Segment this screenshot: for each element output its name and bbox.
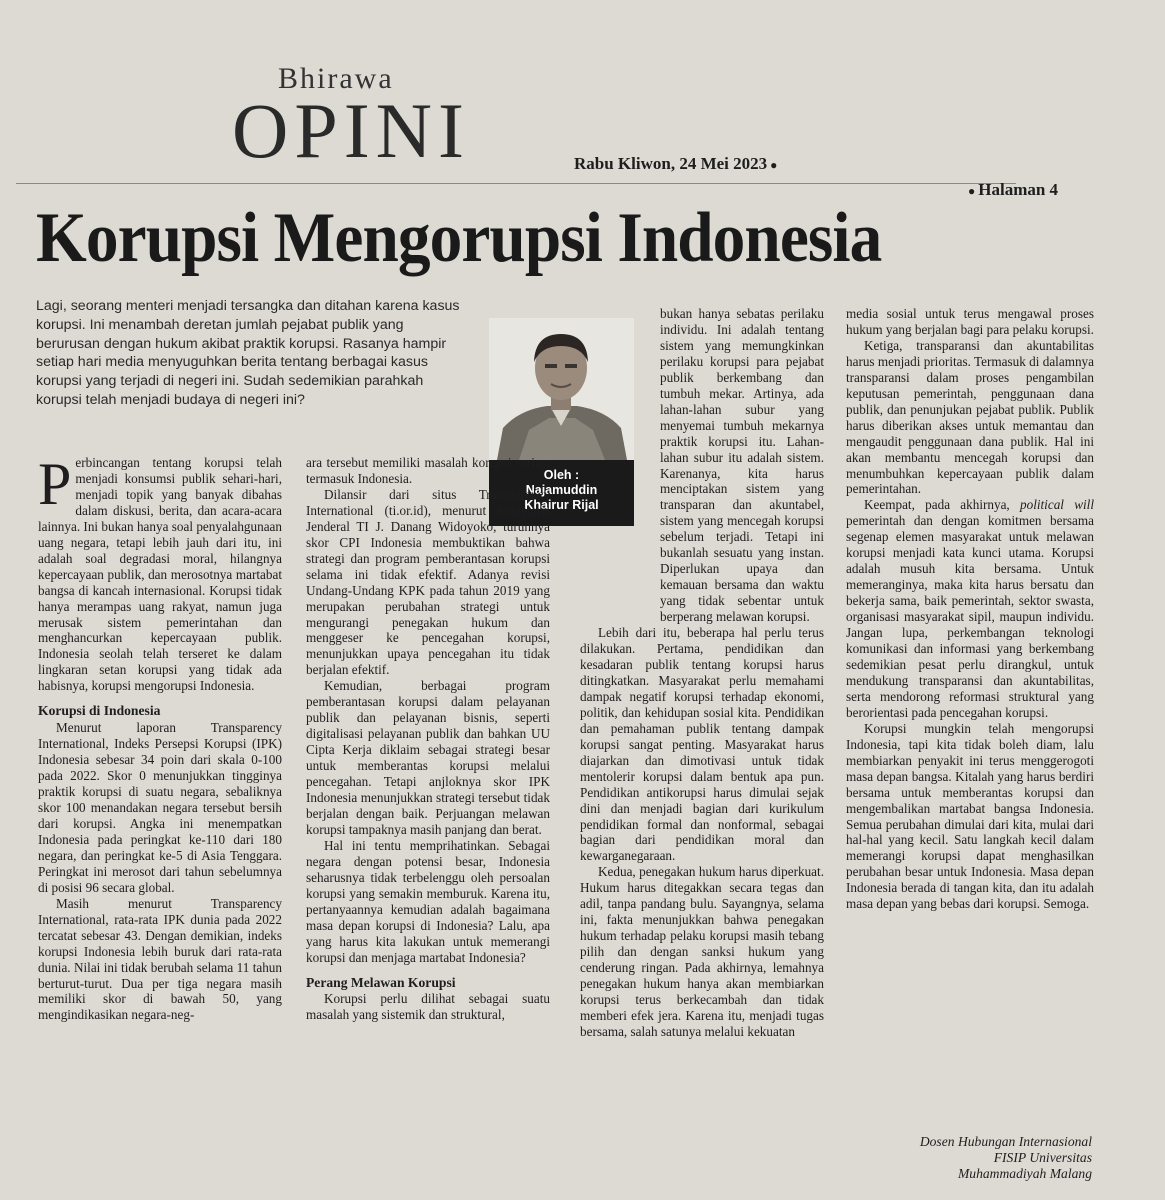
subheading: Perang Melawan Korupsi: [306, 974, 456, 990]
paragraph: [38, 451, 282, 694]
article-column-4: [846, 306, 1094, 912]
paragraph: Hal ini tentu memprihatinkan. Sebagai negara dengan potensi besar, Indonesia seharusnya tidak terbelenggu oleh persoalan korupsi yang semakin memburuk. Karena itu, pertanyaannya kemudian adalah bagaimana masa depan korupsi di Indonesia? Lalu, apa yang harus kita lakukan untuk memerangi korupsi dan menjaga martabat Indonesia?: [306, 837, 550, 965]
paragraph: bukan hanya sebatas perilaku individu. Ini adalah tentang sistem yang memungkinkan perilaku korupsi para pejabat publik berkembang dan tumbuh mekar. Artinya, ada lahan-lahan subur yang menyemai tumbuh mekarnya praktik korupsi itu. Lahan-lahan subur itu adalah sistem. Karenanya, kita harus menciptakan sistem yang transparan dan akuntabel, sistem yang mencegah korupsi sebelum terjadi. Tetapi ini bukanlah sesuatu yang instan. Diperlukan upaya dan kemauan bersama dan waktu yang tidak sebentar untuk berperang melawan korupsi.: [660, 306, 824, 625]
subheading: Korupsi di Indonesia: [38, 703, 161, 719]
paragraph: Menurut laporan Transparency International, Indeks Persepsi Korupsi (IPK) Indonesia sebesar 34 poin dari skala 0-100 pada 2022. Skor 0 menunjukkan tingginya praktik korupsi di suatu negara, sebaliknya skor 100 menandakan negara tersebut bersih dari korupsi. Angka ini menempatkan Indonesia pada peringkat ke-110 dari 180 negara, dan peringkat ke-5 di Asia Tenggara. Peringkat ini merosot dari tahun sebelumnya di posisi 96 secara global.: [38, 720, 282, 895]
affiliation-line: Dosen Hubungan Internasional: [919, 1134, 1092, 1149]
drop-cap: P: [38, 451, 72, 517]
article-column-2: [306, 455, 550, 1023]
paragraph: Kedua, penegakan hukum harus diperkuat. Hukum harus ditegakkan secara tegas dan adil, tanpa pandang bulu. Sayangnya, selama ini, fakta menunjukkan bahwa penegakan hukum terhadap pelaku korupsi masih tebang pilih dan dengan sanksi hukum yang cenderung ringan. Pada akhirnya, lemahnya penegakan hukum hanya akan membiarkan korupsi terus berkecambah dan tidak memberi efek jera. Karena itu, menjadi tugas bersama, salah satunya melalui kekuatan: [580, 864, 824, 1039]
paragraph: Korupsi mungkin telah mengorupsi Indonesia, tapi kita tidak boleh diam, lalu membiarkan penyakit ini terus menggerogoti masa depan bangsa. Kitalah yang harus berdiri bersama untuk memberantas korupsi dan mengembalikan martabat bangsa Indonesia. Semua perubahan dimulai dari kita, mulai dari hal-hal yang kecil. Satu langkah kecil dalam memerangi korupsi dapat menghasilkan perubahan besar untuk Indonesia. Masa depan Indonesia berada di tangan kita, dan itu adalah masa depan yang bebas dari korupsi. Semoga.: [846, 720, 1094, 912]
paragraph-text: pemerintah dan dengan komitmen bersama segenap elemen masyarakat untuk melawan korupsi menjadi kata kunci utama. Korupsi adalah musuh kita bersama. Untuk memeranginya, maka kita harus bersatu dan bekerja sama, baik pemerintah, sektor swasta, organisasi masyarakat sipil, maupun individu. Jangan lupa, perkembangan teknologi komunikasi dan informasi yang berkembang sedemikian pesat perlu dirangkul, untuk mendukung transparansi dan akuntabilitas, serta mendorong reformasi struktural yang berorientasi pada pencegahan korupsi.: [846, 513, 1094, 720]
paragraph-text: Keempat, pada akhirnya,: [864, 497, 1010, 513]
paragraph: Lebih dari itu, beberapa hal perlu terus dilakukan. Pertama, pendidikan dan kesadaran publik tentang korupsi harus ditingkatkan. Masyarakat perlu memahami dampak negatif korupsi terhadap ekonomi, politik, dan kehidupan sosial kita. Pendidikan dan pemahaman publik tentang dampak korupsi sangat penting. Masyarakat harus diajarkan dan dimotivasi untuk tidak mentolerir korupsi dalam bentuk apa pun. Pendidikan antikorupsi harus dimulai sejak dini dan menjadi bagian dari kurikulum pendidikan formal dan nonformal, sebagai bagian dari pendidikan moral dan kewarganegaraan.: [580, 625, 824, 864]
page-number: ● Halaman 4: [968, 180, 1058, 200]
paragraph: Kemudian, berbagai program pemberantasan korupsi dalam pelayanan publik dan pelayanan bisnis, seperti digitalisasi pelayanan publik dan bahkan UU Cipta Kerja diklaim sebagai strategi besar untuk memberantas korupsi melalui pencegahan. Tetapi anjloknya skor IPK Indonesia menunjukkan strategi tersebut tidak berjalan dengan baik. Perjuangan melawan korupsi tampaknya masih panjang dan berat.: [306, 678, 550, 837]
masthead-divider: [16, 183, 1016, 184]
section-title: OPINI: [232, 87, 470, 174]
article-lede: Lagi, seorang menteri menjadi tersangka dan ditahan karena kasus korupsi. Ini menambah deretan jumlah pejabat publik yang berurusan dengan hukum akibat praktik korupsi. Rasanya hampir setiap hari media menyuguhkan berita tentang berbagai kasus korupsi yang terjadi di negeri ini. Sudah sedemikian parahkah korupsi telah menjadi budaya di negeri ini?: [36, 298, 460, 408]
author-affiliation: [842, 1134, 1092, 1182]
article-column-1: [38, 451, 282, 1023]
paragraph: ara tersebut memiliki masalah korupsi serius, termasuk Indonesia.: [306, 455, 550, 486]
article-headline: Korupsi Mengorupsi Indonesia: [36, 199, 882, 277]
paragraph: Masih menurut Transparency International, rata-rata IPK dunia pada 2022 tercatat sebesar 43. Dengan demikian, indeks korupsi Indonesia lebih buruk dari rata-rata dunia. Nilai ini tidak berubah selama 11 tahun berturut-turut. Dua per tiga negara masih memiliki skor di bawah 50, yang mengindikasikan negara-neg-: [38, 895, 282, 1023]
affiliation-line: FISIP Universitas: [993, 1150, 1092, 1165]
article-column-3: [580, 306, 824, 1040]
author-name-line2: Khairur Rijal: [524, 498, 599, 512]
paragraph: Dilansir dari situs Transparency International (ti.or.id), menurut Sekretaris Jenderal TI J. Danang Widoyoko, turunnya skor CPI Indonesia membuktikan bahwa strategi dan program pemberantasan korupsi selama ini tidak efektif. Adanya revisi Undang-Undang KPK pada tahun 2019 yang merupakan perubahan strategi untuk mengurangi penegakan hukum dan menggeser ke pencegahan korupsi, menunjukkan upaya pencegahan itu tidak berjalan efektif.: [306, 486, 550, 678]
paragraph: Korupsi perlu dilihat sebagai suatu masalah yang sistemik dan struktural,: [306, 991, 550, 1023]
paragraph: [846, 497, 1094, 720]
paragraph: Ketiga, transparansi dan akuntabilitas harus menjadi prioritas. Termasuk di dalamnya transparansi dalam proses pengambilan keputusan pemerintah, penggunaan dana publik, dan penunjukan pejabat publik. Publik harus diberikan akses untuk memantau dan mengaudit penggunaan dana publik. Hal ini akan membantu mencegah korupsi dan menumbuhkan kepercayaan publik dalam pemerintahan.: [846, 337, 1094, 497]
masthead-brand: Bhirawa: [278, 62, 394, 95]
paragraph-text: erbincangan tentang korupsi telah menjadi konsumsi publik sehari-hari, menjadi topik yang banyak dibahas dalam diskusi, berita, dan acara-acara lainnya. Ini bukan hanya soal penyalahgunaan uang negara, tetapi lebih jauh dari itu, ini adalah soal degradasi moral, hilangnya kepercayaan publik, dan merosotnya martabat bangsa di kancah internasional. Korupsi tidak hanya merampas uang rakyat, namun juga merusak sistem pemerintahan dan menghancurkan kepercayaan publik. Indonesia seolah telah terseret ke dalam lingkaran setan korupsi yang tidak ada habisnya, korupsi mengorupsi Indonesia.: [38, 455, 282, 694]
author-name-line1: Najamuddin: [525, 483, 598, 497]
dateline: Rabu Kliwon, 24 Mei 2023 ●: [574, 154, 777, 174]
emphasis-text: political will: [1020, 497, 1094, 513]
author-photo-label: Oleh :: [543, 468, 580, 482]
affiliation-line: Muhammadiyah Malang: [957, 1166, 1092, 1181]
paragraph: media sosial untuk terus mengawal proses hukum yang berjalan bagi para pelaku korupsi.: [846, 306, 1094, 337]
